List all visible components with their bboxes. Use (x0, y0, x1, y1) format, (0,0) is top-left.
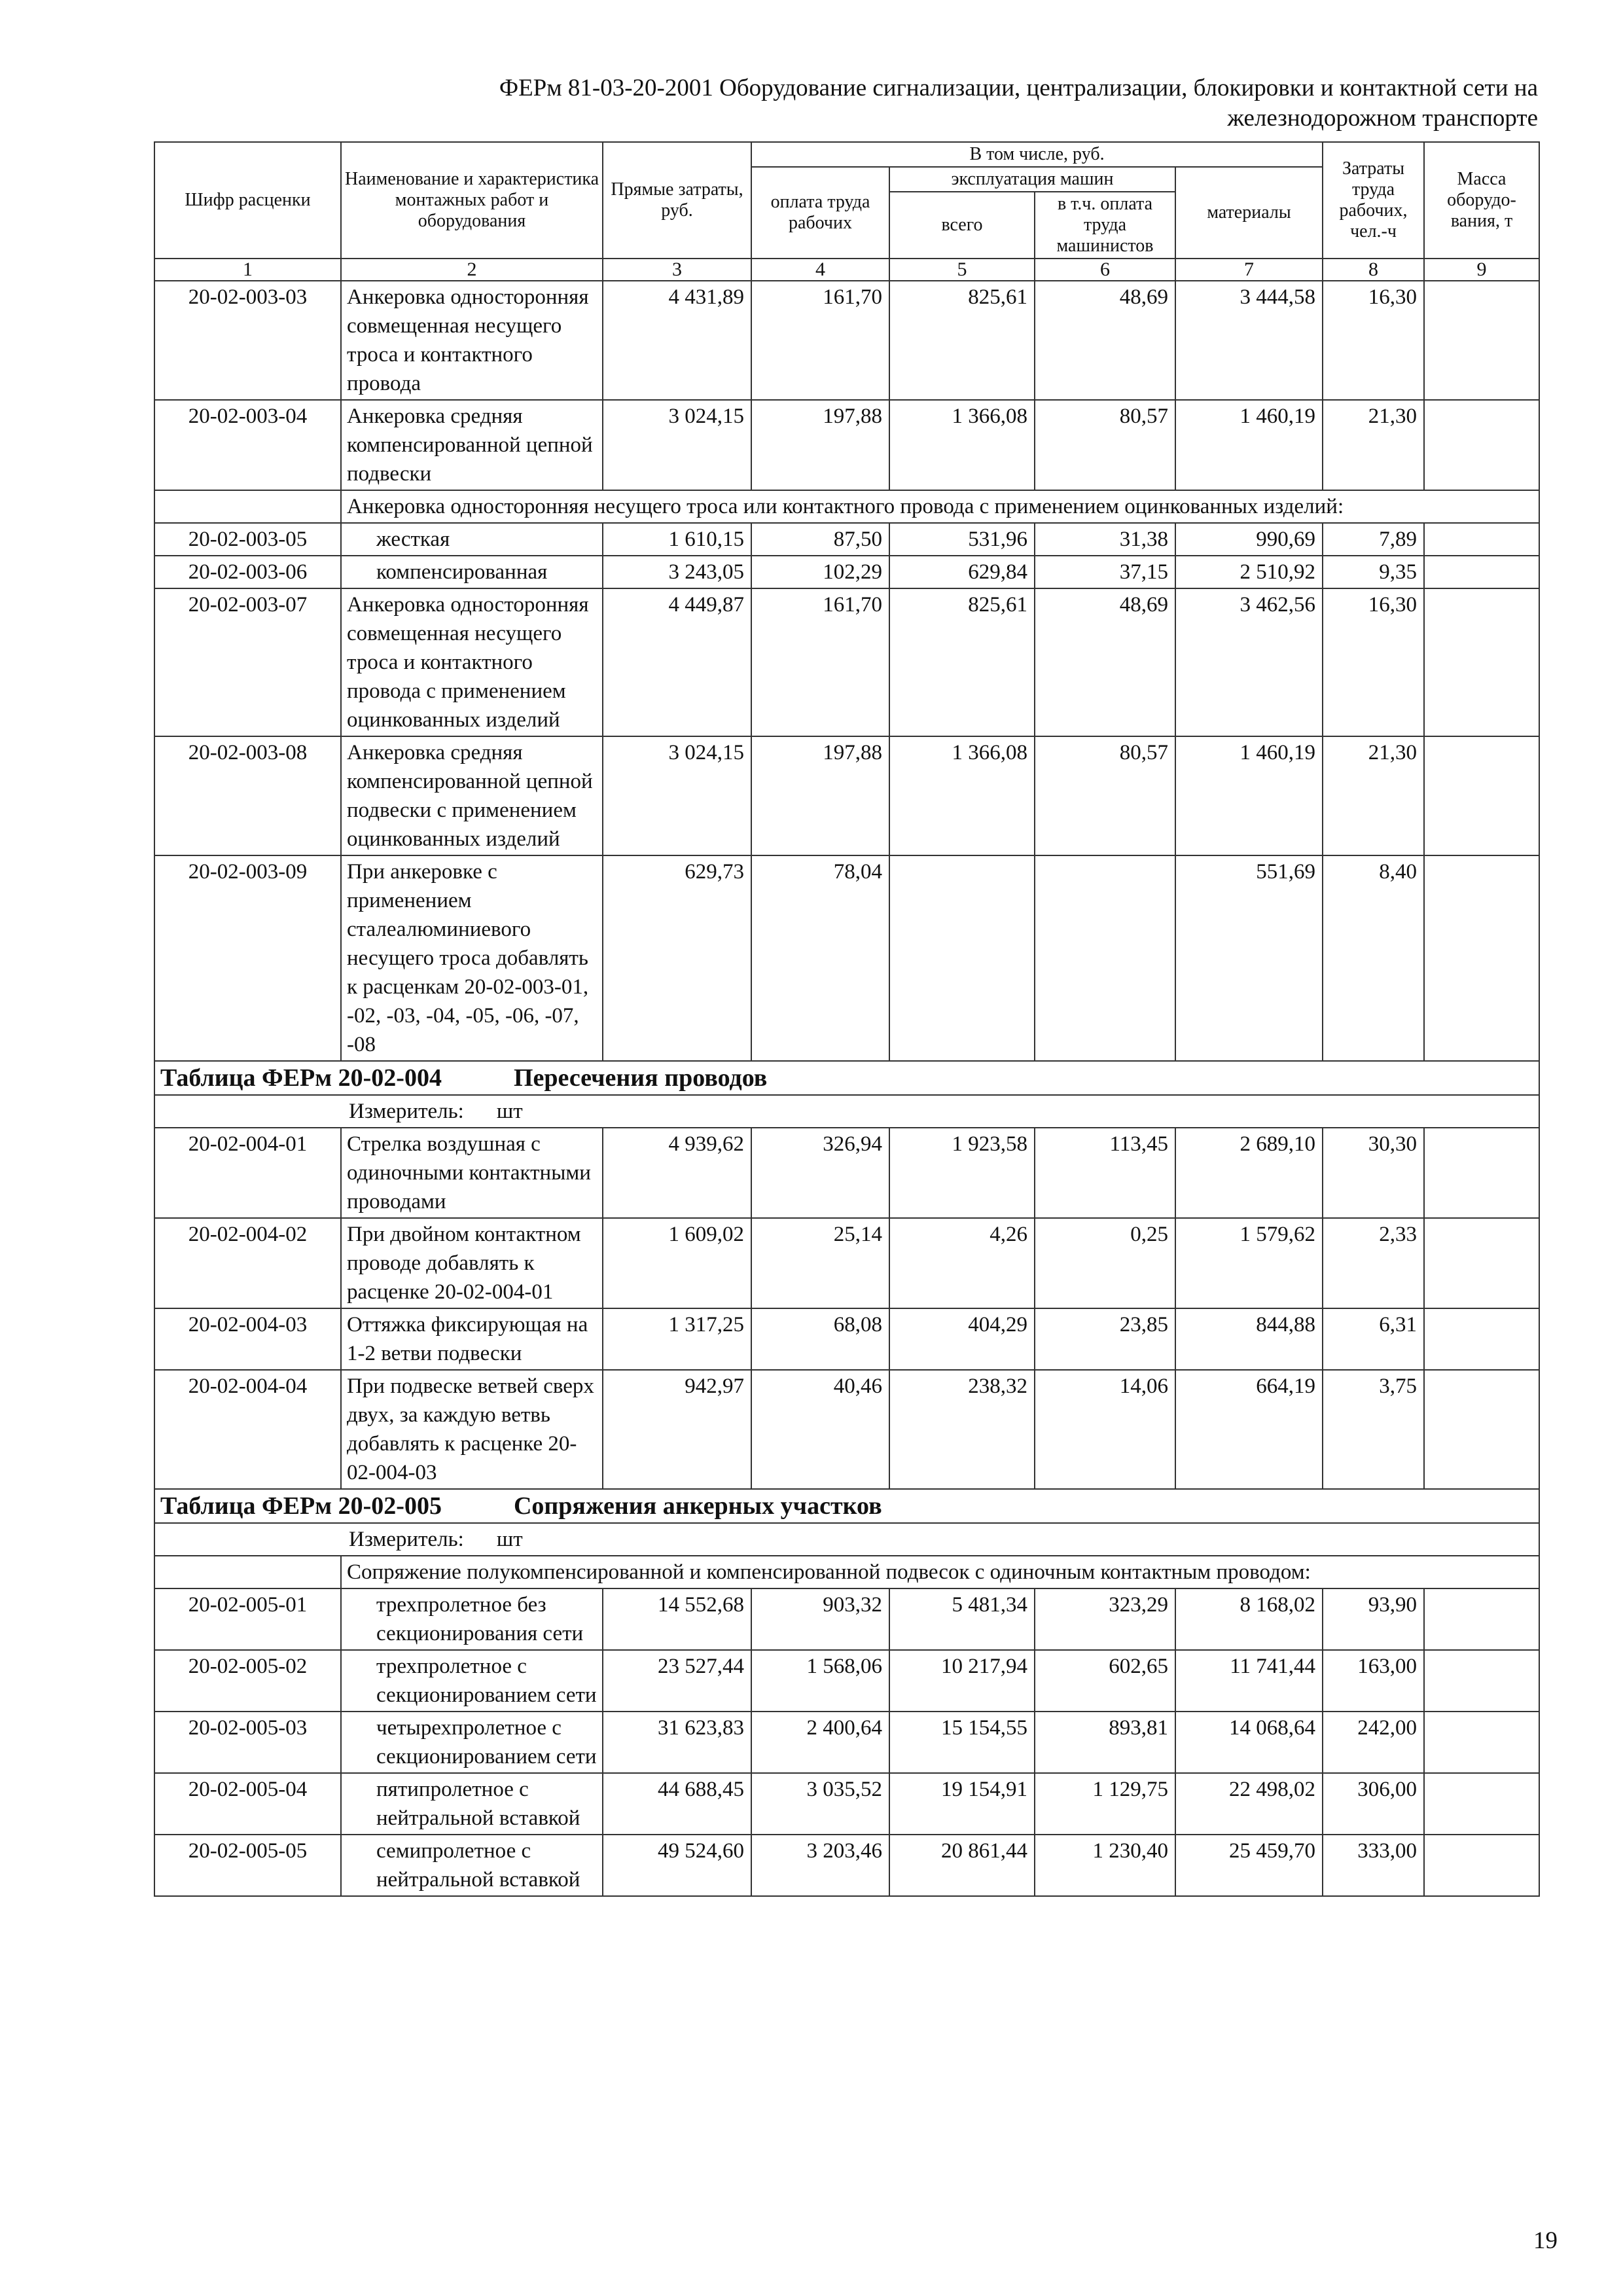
table-row (154, 588, 1539, 736)
equipment-mass (1424, 556, 1539, 588)
labor-hours: 6,31 (1323, 1308, 1424, 1370)
page-number: 19 (1533, 2227, 1558, 2254)
materials-cost: 1 460,19 (1175, 736, 1323, 855)
machine-costs-total: 629,84 (889, 556, 1035, 588)
work-name-text: Анкеровка средняя компенсированной цепной подвески с применением оцинкованных изделий (347, 741, 593, 851)
section-row (154, 1489, 1539, 1523)
work-name (341, 1650, 603, 1712)
direct-costs: 23 527,44 (603, 1650, 751, 1712)
unit-of-measure (154, 1523, 1539, 1556)
machinist-wages: 893,81 (1035, 1712, 1175, 1773)
rate-code: 20-02-003-05 (154, 523, 341, 556)
column-number: 5 (889, 259, 1035, 281)
rate-code: 20-02-005-04 (154, 1773, 341, 1835)
machinist-wages: 602,65 (1035, 1650, 1175, 1712)
group-note: Сопряжение полукомпенсированной и компенсированной подвесок с одиночным контактным проводом: (341, 1556, 1539, 1588)
col-header-name: Наименование и характеристика монтажных работ и оборудования (341, 142, 603, 259)
column-numbers-row (154, 259, 1539, 281)
col-header-wages: оплата труда рабочих (751, 167, 889, 259)
materials-cost: 3 462,56 (1175, 588, 1323, 736)
column-number: 3 (603, 259, 751, 281)
section-title: Сопряжения анкерных участков (513, 1492, 882, 1520)
labor-hours: 8,40 (1323, 855, 1424, 1061)
group-note-row (154, 490, 1539, 523)
machine-costs-total: 238,32 (889, 1370, 1035, 1489)
table-row (154, 1128, 1539, 1218)
worker-wages: 102,29 (751, 556, 889, 588)
section-row (154, 1061, 1539, 1095)
worker-wages: 326,94 (751, 1128, 889, 1218)
col-header-mass: Масса оборудо-вания, т (1424, 142, 1539, 259)
materials-cost: 844,88 (1175, 1308, 1323, 1370)
direct-costs: 3 024,15 (603, 736, 751, 855)
labor-hours: 7,89 (1323, 523, 1424, 556)
group-note: Анкеровка односторонняя несущего троса или контактного провода с применением оцинкованных изделий: (341, 490, 1539, 523)
work-name-text: трехпролетное с секционированием сети (376, 1655, 597, 1707)
machine-costs-total: 1 923,58 (889, 1128, 1035, 1218)
equipment-mass (1424, 1650, 1539, 1712)
col-header-materials: материалы (1175, 167, 1323, 259)
work-name (341, 855, 603, 1061)
machine-costs-total: 4,26 (889, 1218, 1035, 1308)
column-number: 8 (1323, 259, 1424, 281)
direct-costs: 1 317,25 (603, 1308, 751, 1370)
work-name (341, 1218, 603, 1308)
worker-wages: 87,50 (751, 523, 889, 556)
materials-cost: 25 459,70 (1175, 1835, 1323, 1896)
labor-hours: 2,33 (1323, 1218, 1424, 1308)
direct-costs: 14 552,68 (603, 1588, 751, 1650)
machinist-wages: 37,15 (1035, 556, 1175, 588)
work-name-text: трехпролетное без секционирования сети (376, 1593, 584, 1645)
rate-code: 20-02-004-03 (154, 1308, 341, 1370)
equipment-mass (1424, 281, 1539, 400)
worker-wages: 197,88 (751, 400, 889, 490)
machinist-wages: 31,38 (1035, 523, 1175, 556)
labor-hours: 16,30 (1323, 588, 1424, 736)
work-name (341, 1370, 603, 1489)
materials-cost: 8 168,02 (1175, 1588, 1323, 1650)
machine-costs-total: 5 481,34 (889, 1588, 1035, 1650)
equipment-mass (1424, 1835, 1539, 1896)
meter-label: Измеритель: (349, 1528, 464, 1551)
meter-row (154, 1523, 1539, 1556)
table-row (154, 1773, 1539, 1835)
work-name-text: четырехпролетное с секционированием сети (376, 1716, 597, 1768)
rate-code: 20-02-005-05 (154, 1835, 341, 1896)
materials-cost: 11 741,44 (1175, 1650, 1323, 1712)
worker-wages: 161,70 (751, 281, 889, 400)
equipment-mass (1424, 1218, 1539, 1308)
rate-code: 20-02-004-01 (154, 1128, 341, 1218)
work-name (341, 1835, 603, 1896)
machine-costs-total: 19 154,91 (889, 1773, 1035, 1835)
col-header-labor: Затраты труда рабочих, чел.-ч (1323, 142, 1424, 259)
direct-costs: 1 609,02 (603, 1218, 751, 1308)
meter-row (154, 1095, 1539, 1128)
table-row (154, 1308, 1539, 1370)
direct-costs: 4 939,62 (603, 1128, 751, 1218)
meter-label: Измеритель: (349, 1100, 464, 1123)
labor-hours: 93,90 (1323, 1588, 1424, 1650)
meter-unit: шт (496, 1100, 523, 1123)
direct-costs: 49 524,60 (603, 1835, 751, 1896)
table-row (154, 1712, 1539, 1773)
worker-wages: 2 400,64 (751, 1712, 889, 1773)
worker-wages: 197,88 (751, 736, 889, 855)
work-name-text: Анкеровка односторонняя совмещенная несущего троса и контактного провода с применением оцинкованных изделий (347, 593, 589, 732)
work-name-text: При двойном контактном проводе добавлять к расценке 20-02-004-01 (347, 1223, 581, 1304)
machine-costs-total: 531,96 (889, 523, 1035, 556)
equipment-mass (1424, 523, 1539, 556)
equipment-mass (1424, 736, 1539, 855)
equipment-mass (1424, 1308, 1539, 1370)
unit-of-measure (154, 1095, 1539, 1128)
equipment-mass (1424, 588, 1539, 736)
table-row (154, 281, 1539, 400)
materials-cost: 2 510,92 (1175, 556, 1323, 588)
worker-wages: 25,14 (751, 1218, 889, 1308)
table-row (154, 1835, 1539, 1896)
direct-costs: 3 024,15 (603, 400, 751, 490)
table-header (154, 142, 1539, 281)
machinist-wages: 48,69 (1035, 281, 1175, 400)
work-name (341, 523, 603, 556)
equipment-mass (1424, 1588, 1539, 1650)
work-name (341, 736, 603, 855)
materials-cost: 2 689,10 (1175, 1128, 1323, 1218)
labor-hours: 21,30 (1323, 400, 1424, 490)
equipment-mass (1424, 1128, 1539, 1218)
rate-code: 20-02-003-07 (154, 588, 341, 736)
labor-hours: 306,00 (1323, 1773, 1424, 1835)
page-header (157, 73, 1538, 134)
machine-costs-total (889, 855, 1035, 1061)
worker-wages: 3 203,46 (751, 1835, 889, 1896)
work-name-text: пятипролетное с нейтральной вставкой (376, 1778, 580, 1830)
machinist-wages: 80,57 (1035, 736, 1175, 855)
work-name-text: семипролетное с нейтральной вставкой (376, 1839, 580, 1892)
labor-hours: 3,75 (1323, 1370, 1424, 1489)
machinist-wages (1035, 855, 1175, 1061)
col-header-machines: эксплуатация машин (889, 167, 1175, 192)
direct-costs: 629,73 (603, 855, 751, 1061)
work-name (341, 1128, 603, 1218)
note-spacer (154, 490, 341, 523)
rate-code: 20-02-005-01 (154, 1588, 341, 1650)
machine-costs-total: 10 217,94 (889, 1650, 1035, 1712)
header-line-2: железнодорожном транспорте (1227, 105, 1538, 132)
header-line-1: ФЕРм 81-03-20-2001 Оборудование сигнализации, централизации, блокировки и контактной сети на (499, 75, 1538, 101)
direct-costs: 942,97 (603, 1370, 751, 1489)
machinist-wages: 80,57 (1035, 400, 1175, 490)
machine-costs-total: 825,61 (889, 281, 1035, 400)
labor-hours: 242,00 (1323, 1712, 1424, 1773)
machine-costs-total: 1 366,08 (889, 736, 1035, 855)
machinist-wages: 14,06 (1035, 1370, 1175, 1489)
table-row (154, 1370, 1539, 1489)
materials-cost: 551,69 (1175, 855, 1323, 1061)
work-name-text: жесткая (376, 528, 450, 551)
table-row (154, 400, 1539, 490)
work-name (341, 281, 603, 400)
rate-code: 20-02-003-03 (154, 281, 341, 400)
materials-cost: 3 444,58 (1175, 281, 1323, 400)
column-number: 1 (154, 259, 341, 281)
section-title: Пересечения проводов (513, 1064, 768, 1092)
section-heading (154, 1489, 1539, 1523)
table-row (154, 1588, 1539, 1650)
worker-wages: 161,70 (751, 588, 889, 736)
meter-unit: шт (496, 1528, 523, 1551)
worker-wages: 1 568,06 (751, 1650, 889, 1712)
machine-costs-total: 15 154,55 (889, 1712, 1035, 1773)
work-name-text: Оттяжка фиксирующая на 1-2 ветви подвески (347, 1313, 588, 1365)
materials-cost: 1 579,62 (1175, 1218, 1323, 1308)
machinist-wages: 0,25 (1035, 1218, 1175, 1308)
work-name-text: компенсированная (376, 560, 548, 584)
work-name-text: При анкеровке с применением сталеалюминиевого несущего троса добавлять к расценкам 20-02-003-01, -02, -03, -04, -05, -06, -07, -08 (347, 860, 589, 1056)
col-header-mach-wages: в т.ч. оплата труда машинистов (1035, 192, 1175, 259)
column-number: 7 (1175, 259, 1323, 281)
machinist-wages: 48,69 (1035, 588, 1175, 736)
machinist-wages: 1 230,40 (1035, 1835, 1175, 1896)
materials-cost: 664,19 (1175, 1370, 1323, 1489)
col-header-mach-total: всего (889, 192, 1035, 259)
machinist-wages: 1 129,75 (1035, 1773, 1175, 1835)
section-heading (154, 1061, 1539, 1095)
labor-hours: 21,30 (1323, 736, 1424, 855)
table-row (154, 523, 1539, 556)
worker-wages: 78,04 (751, 855, 889, 1061)
column-number: 4 (751, 259, 889, 281)
work-name (341, 1773, 603, 1835)
equipment-mass (1424, 400, 1539, 490)
worker-wages: 40,46 (751, 1370, 889, 1489)
labor-hours: 9,35 (1323, 556, 1424, 588)
column-number: 2 (341, 259, 603, 281)
equipment-mass (1424, 855, 1539, 1061)
work-name-text: Анкеровка односторонняя совмещенная несущего троса и контактного провода (347, 285, 589, 395)
machine-costs-total: 825,61 (889, 588, 1035, 736)
rate-code: 20-02-004-02 (154, 1218, 341, 1308)
rate-code: 20-02-003-09 (154, 855, 341, 1061)
worker-wages: 3 035,52 (751, 1773, 889, 1835)
direct-costs: 3 243,05 (603, 556, 751, 588)
section-table-id: Таблица ФЕРм 20-02-004 (160, 1064, 442, 1092)
direct-costs: 44 688,45 (603, 1773, 751, 1835)
direct-costs: 31 623,83 (603, 1712, 751, 1773)
rate-code: 20-02-005-03 (154, 1712, 341, 1773)
column-number: 6 (1035, 259, 1175, 281)
table-row (154, 736, 1539, 855)
table-body (154, 281, 1539, 1896)
equipment-mass (1424, 1712, 1539, 1773)
work-name (341, 1712, 603, 1773)
group-note-row (154, 1556, 1539, 1588)
labor-hours: 163,00 (1323, 1650, 1424, 1712)
equipment-mass (1424, 1370, 1539, 1489)
rate-code: 20-02-003-08 (154, 736, 341, 855)
rate-code: 20-02-003-04 (154, 400, 341, 490)
col-header-code: Шифр расценки (154, 142, 341, 259)
machinist-wages: 113,45 (1035, 1128, 1175, 1218)
note-spacer (154, 1556, 341, 1588)
machine-costs-total: 404,29 (889, 1308, 1035, 1370)
machinist-wages: 323,29 (1035, 1588, 1175, 1650)
work-name (341, 556, 603, 588)
work-name (341, 1588, 603, 1650)
section-table-id: Таблица ФЕРм 20-02-005 (160, 1492, 442, 1520)
table-row (154, 556, 1539, 588)
col-header-incl: В том числе, руб. (751, 142, 1323, 167)
direct-costs: 4 449,87 (603, 588, 751, 736)
table-row (154, 855, 1539, 1061)
rate-code: 20-02-003-06 (154, 556, 341, 588)
rate-code: 20-02-004-04 (154, 1370, 341, 1489)
machine-costs-total: 20 861,44 (889, 1835, 1035, 1896)
work-name-text: Анкеровка средняя компенсированной цепной подвески (347, 404, 593, 486)
machinist-wages: 23,85 (1035, 1308, 1175, 1370)
materials-cost: 22 498,02 (1175, 1773, 1323, 1835)
work-name (341, 400, 603, 490)
machine-costs-total: 1 366,08 (889, 400, 1035, 490)
rate-code: 20-02-005-02 (154, 1650, 341, 1712)
direct-costs: 4 431,89 (603, 281, 751, 400)
col-header-direct: Прямые затраты, руб. (603, 142, 751, 259)
worker-wages: 903,32 (751, 1588, 889, 1650)
work-name (341, 1308, 603, 1370)
work-name-text: При подвеске ветвей сверх двух, за каждую ветвь добавлять к расценке 20-02-004-03 (347, 1374, 594, 1484)
materials-cost: 990,69 (1175, 523, 1323, 556)
table-row (154, 1650, 1539, 1712)
equipment-mass (1424, 1773, 1539, 1835)
work-name-text: Стрелка воздушная с одиночными контактными проводами (347, 1132, 591, 1213)
rates-table (154, 141, 1540, 1897)
worker-wages: 68,08 (751, 1308, 889, 1370)
materials-cost: 14 068,64 (1175, 1712, 1323, 1773)
column-number: 9 (1424, 259, 1539, 281)
direct-costs: 1 610,15 (603, 523, 751, 556)
labor-hours: 16,30 (1323, 281, 1424, 400)
table-row (154, 1218, 1539, 1308)
materials-cost: 1 460,19 (1175, 400, 1323, 490)
labor-hours: 30,30 (1323, 1128, 1424, 1218)
labor-hours: 333,00 (1323, 1835, 1424, 1896)
work-name (341, 588, 603, 736)
